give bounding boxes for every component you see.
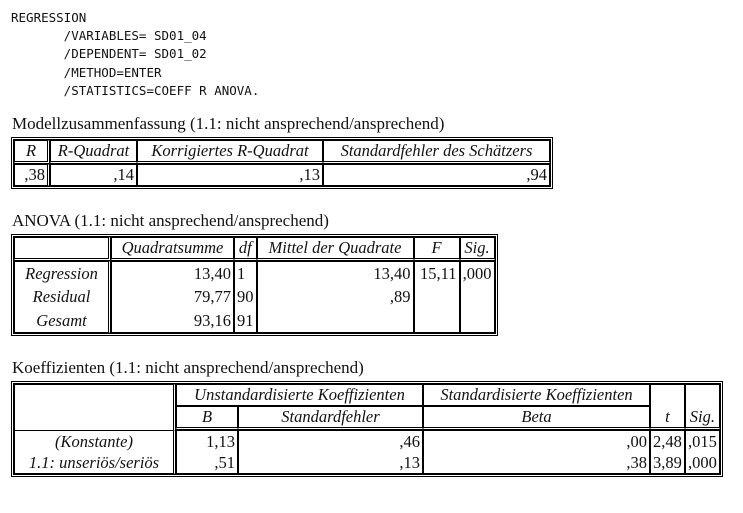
- empty-header-cell: [650, 384, 685, 406]
- corner-cell: [14, 384, 176, 430]
- value-cell: 2,48: [650, 430, 685, 452]
- header-cell: t: [650, 406, 685, 430]
- value-cell: ,46: [238, 430, 423, 452]
- value-cell: [414, 309, 460, 333]
- row-label: Regression: [14, 261, 111, 285]
- header-cell: F: [414, 237, 460, 261]
- header-cell: Sig.: [685, 406, 720, 430]
- value-cell: ,000: [685, 452, 720, 474]
- value-cell: ,14: [50, 164, 137, 186]
- header-group-cell: Standardisierte Koeffizienten: [423, 384, 650, 406]
- model-summary-table: [11, 137, 553, 189]
- table-row: [14, 452, 720, 474]
- value-cell: ,94: [323, 164, 550, 186]
- empty-header-cell: [685, 384, 720, 406]
- row-label: (Konstante): [14, 430, 176, 452]
- coefficients-table: [11, 381, 723, 477]
- value-cell: ,38: [423, 452, 650, 474]
- value-cell: 13,40: [111, 261, 234, 285]
- value-cell: 13,40: [257, 261, 414, 285]
- header-cell: Korrigiertes R-Quadrat: [137, 140, 323, 164]
- value-cell: [460, 285, 495, 309]
- value-cell: 15,11: [414, 261, 460, 285]
- anova-table: [11, 234, 498, 336]
- table-header-row: [14, 140, 550, 164]
- header-cell: R: [14, 140, 50, 164]
- value-cell: [460, 309, 495, 333]
- row-label: 1.1: unseriös/seriös: [14, 452, 176, 474]
- value-cell: ,00: [423, 430, 650, 452]
- value-cell: 3,89: [650, 452, 685, 474]
- value-cell: ,89: [257, 285, 414, 309]
- coefficients-title: Koeffizienten (1.1: nicht ansprechend/ansprechend): [12, 358, 364, 377]
- row-label: Residual: [14, 285, 111, 309]
- header-group-cell: Unstandardisierte Koeffizienten: [176, 384, 423, 406]
- value-cell: [257, 309, 414, 333]
- value-cell: ,51: [176, 452, 238, 474]
- value-cell: [414, 285, 460, 309]
- value-cell: 1,13: [176, 430, 238, 452]
- syntax-line: /DEPENDENT= SD01_02: [11, 46, 207, 62]
- header-cell: Quadratsumme: [111, 237, 234, 261]
- table-header-row: [14, 237, 495, 261]
- model-summary-title: Modellzusammenfassung (1.1: nicht ansprechend/ansprechend): [12, 114, 445, 133]
- value-cell: 1: [234, 261, 257, 285]
- table-row: [14, 261, 495, 285]
- row-label: Gesamt: [14, 309, 111, 333]
- table-header-row: [14, 384, 720, 406]
- table-row: [14, 430, 720, 452]
- syntax-line: /VARIABLES= SD01_04: [11, 28, 207, 44]
- header-cell: Standardfehler: [238, 406, 423, 430]
- header-cell: B: [176, 406, 238, 430]
- header-cell: Sig.: [460, 237, 495, 261]
- value-cell: 90: [234, 285, 257, 309]
- corner-cell: [14, 237, 111, 261]
- value-cell: ,015: [685, 430, 720, 452]
- table-row: [14, 285, 495, 309]
- syntax-block: [11, 9, 259, 100]
- value-cell: 91: [234, 309, 257, 333]
- table-row: [14, 164, 550, 186]
- syntax-line: REGRESSION: [11, 10, 87, 25]
- header-cell: Beta: [423, 406, 650, 430]
- value-cell: 79,77: [111, 285, 234, 309]
- value-cell: 93,16: [111, 309, 234, 333]
- anova-title: ANOVA (1.1: nicht ansprechend/ansprechend): [12, 211, 329, 230]
- value-cell: ,13: [137, 164, 323, 186]
- value-cell: ,000: [460, 261, 495, 285]
- value-cell: ,38: [14, 164, 50, 186]
- header-cell: df: [234, 237, 257, 261]
- syntax-line: /METHOD=ENTER: [11, 64, 162, 80]
- table-row: [14, 309, 495, 333]
- syntax-line: /STATISTICS=COEFF R ANOVA.: [11, 82, 260, 98]
- header-cell: Mittel der Quadrate: [257, 237, 414, 261]
- value-cell: ,13: [238, 452, 423, 474]
- header-cell: Standardfehler des Schätzers: [323, 140, 550, 164]
- header-cell: R-Quadrat: [50, 140, 137, 164]
